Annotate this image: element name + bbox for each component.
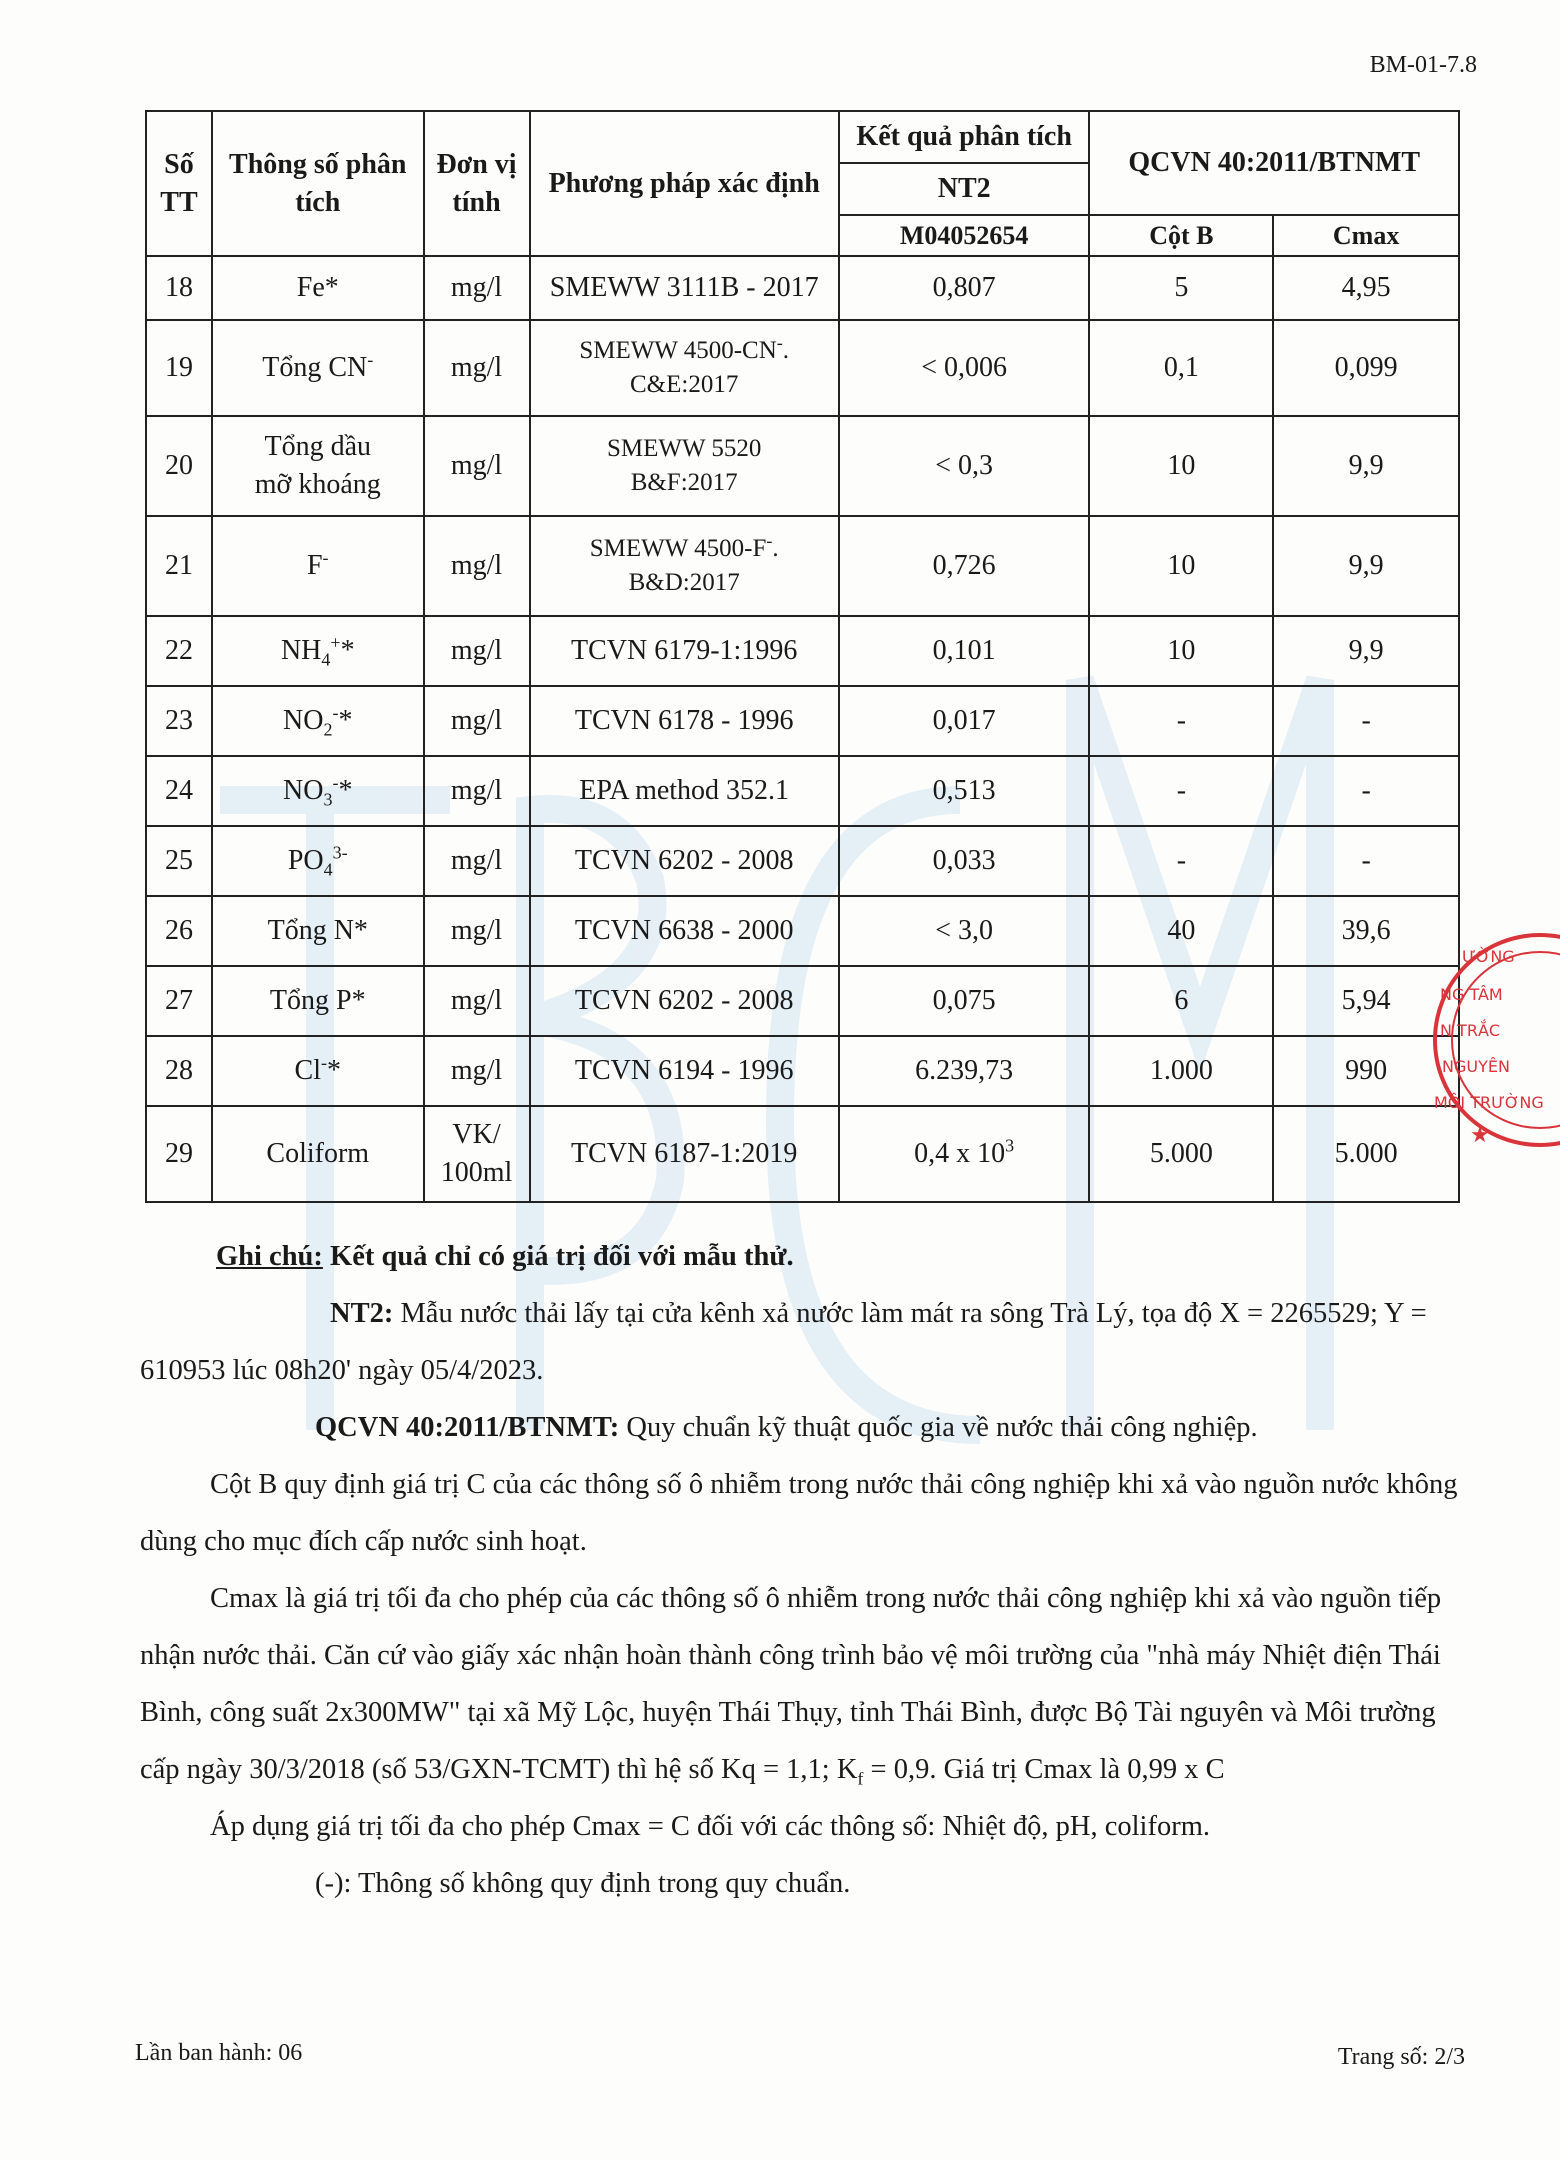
svg-text:N TRẮC: N TRẮC bbox=[1440, 1021, 1501, 1040]
cell-unit: mg/l bbox=[424, 320, 530, 416]
svg-text:★: ★ bbox=[1470, 1122, 1490, 1147]
page-number: Trang số: 2/3 bbox=[1337, 2044, 1465, 2070]
table-row bbox=[146, 1036, 1459, 1106]
cell-unit: mg/l bbox=[424, 616, 530, 686]
cell-col-b: 0,1 bbox=[1089, 320, 1273, 416]
cell-stt: 22 bbox=[146, 616, 212, 686]
svg-text:NGUYÊN: NGUYÊN bbox=[1442, 1057, 1510, 1076]
cell-stt: 18 bbox=[146, 256, 212, 320]
cell-col-b: - bbox=[1089, 826, 1273, 896]
header-col-b: Cột B bbox=[1089, 215, 1273, 256]
cell-result: 0,513 bbox=[839, 756, 1090, 826]
table-row bbox=[146, 1106, 1459, 1202]
cell-param: Tổng dầu mỡ khoáng bbox=[212, 416, 424, 516]
cell-method: TCVN 6194 - 1996 bbox=[530, 1036, 839, 1106]
cell-method: SMEWW 5520 B&F:2017 bbox=[530, 416, 839, 516]
cell-col-b: 5 bbox=[1089, 256, 1273, 320]
cell-col-b: - bbox=[1089, 756, 1273, 826]
table-row bbox=[146, 320, 1459, 416]
cell-stt: 29 bbox=[146, 1106, 212, 1202]
cell-unit: mg/l bbox=[424, 896, 530, 966]
svg-text:MÔI TRƯỜNG: MÔI TRƯỜNG bbox=[1434, 1093, 1544, 1112]
cell-param: Tổng P* bbox=[212, 966, 424, 1036]
cell-col-b: 10 bbox=[1089, 516, 1273, 616]
header-sample-code: M04052654 bbox=[839, 215, 1090, 256]
cell-method: TCVN 6202 - 2008 bbox=[530, 826, 839, 896]
notes-heading: Ghi chú: bbox=[216, 1241, 323, 1272]
header-stt: Số TT bbox=[146, 111, 212, 256]
table-row bbox=[146, 516, 1459, 616]
cell-stt: 24 bbox=[146, 756, 212, 826]
cell-result: 0,726 bbox=[839, 516, 1090, 616]
cell-cmax: 990 bbox=[1273, 1036, 1459, 1106]
cell-stt: 27 bbox=[146, 966, 212, 1036]
qcvn-text: Quy chuẩn kỹ thuật quốc gia về nước thải công nghiệp. bbox=[626, 1412, 1258, 1443]
cell-unit: mg/l bbox=[424, 826, 530, 896]
header-standard: QCVN 40:2011/BTNMT bbox=[1089, 111, 1459, 215]
cell-result: < 3,0 bbox=[839, 896, 1090, 966]
cell-cmax: - bbox=[1273, 686, 1459, 756]
cell-col-b: 6 bbox=[1089, 966, 1273, 1036]
notes-section bbox=[140, 1228, 1460, 1912]
cell-result: 0,101 bbox=[839, 616, 1090, 686]
cell-result: 0,807 bbox=[839, 256, 1090, 320]
cell-cmax: 39,6 bbox=[1273, 896, 1459, 966]
cell-method: SMEWW 3111B - 2017 bbox=[530, 256, 839, 320]
cell-col-b: 5.000 bbox=[1089, 1106, 1273, 1202]
analysis-results-table bbox=[145, 110, 1460, 1203]
header-param: Thông số phân tích bbox=[212, 111, 424, 256]
cell-method: TCVN 6179-1:1996 bbox=[530, 616, 839, 686]
cell-unit: mg/l bbox=[424, 686, 530, 756]
cell-param: Cl-* bbox=[212, 1036, 424, 1106]
table-row bbox=[146, 896, 1459, 966]
notes-heading-text: Kết quả chỉ có giá trị đối với mẫu thử. bbox=[330, 1241, 794, 1272]
cell-method: EPA method 352.1 bbox=[530, 756, 839, 826]
cell-stt: 28 bbox=[146, 1036, 212, 1106]
cell-param: Tổng N* bbox=[212, 896, 424, 966]
cell-param: Tổng CN- bbox=[212, 320, 424, 416]
document-code: BM-01-7.8 bbox=[1369, 52, 1477, 78]
cell-param: $NH_4^+*$ bbox=[212, 616, 424, 686]
cell-result: 0,075 bbox=[839, 966, 1090, 1036]
cell-col-b: 10 bbox=[1089, 416, 1273, 516]
cell-cmax: 5.000 bbox=[1273, 1106, 1459, 1202]
header-sample: NT2 bbox=[839, 163, 1090, 215]
cell-param: $NO_3^-*$ bbox=[212, 756, 424, 826]
official-stamp bbox=[1420, 930, 1560, 1160]
cell-stt: 20 bbox=[146, 416, 212, 516]
svg-text:ƯỜNG: ƯỜNG bbox=[1462, 947, 1515, 966]
cell-param: $PO_4^{3-}$ bbox=[212, 826, 424, 896]
cell-col-b: 1.000 bbox=[1089, 1036, 1273, 1106]
cell-cmax: 5,94 bbox=[1273, 966, 1459, 1036]
cell-stt: 19 bbox=[146, 320, 212, 416]
header-cmax: Cmax bbox=[1273, 215, 1459, 256]
cell-unit: VK/ 100ml bbox=[424, 1106, 530, 1202]
cell-unit: mg/l bbox=[424, 256, 530, 320]
qcvn-label: QCVN 40:2011/BTNMT: bbox=[315, 1412, 620, 1443]
dash-text: (-): Thông số không quy định trong quy chuẩn. bbox=[315, 1868, 851, 1899]
cell-result: 0,4 x $10^3$ bbox=[839, 1106, 1090, 1202]
cell-method: TCVN 6178 - 1996 bbox=[530, 686, 839, 756]
cell-method: SMEWW 4500-CN-. C&E:2017 bbox=[530, 320, 839, 416]
cell-cmax: 9,9 bbox=[1273, 516, 1459, 616]
cell-param: Fe* bbox=[212, 256, 424, 320]
cell-unit: mg/l bbox=[424, 516, 530, 616]
cell-unit: mg/l bbox=[424, 966, 530, 1036]
table-row bbox=[146, 686, 1459, 756]
table-row bbox=[146, 616, 1459, 686]
cell-cmax: 4,95 bbox=[1273, 256, 1459, 320]
cell-cmax: 9,9 bbox=[1273, 616, 1459, 686]
cell-cmax: - bbox=[1273, 826, 1459, 896]
cell-col-b: 10 bbox=[1089, 616, 1273, 686]
table-row bbox=[146, 256, 1459, 320]
nt2-text: Mẫu nước thải lấy tại cửa kênh xả nước làm mát ra sông Trà Lý, tọa độ X = 2265529; Y = 610953 lúc 08h20' ngày 05/4/2023. bbox=[140, 1298, 1427, 1386]
cell-unit: mg/l bbox=[424, 416, 530, 516]
header-result: Kết quả phân tích bbox=[839, 111, 1090, 163]
cmax-text: Cmax là giá trị tối đa cho phép của các thông số ô nhiễm trong nước thải công nghiệp khi xả vào nguồn tiếp nhận nước thải. Căn cứ vào giấy xác nhận hoàn thành công trình bảo vệ môi trường của "nhà máy Nhiệt điện Thái Bình, công suất 2x300MW" tại xã Mỹ Lộc, huyện Thái Thụy, tỉnh Thái Bình, được Bộ Tài nguyên và Môi trường cấp ngày 30/3/2018 (số 53/GXN-TCMT) thì hệ số Kq = 1,1; $K_f = 0,9$. Giá trị Cmax là 0,99 x C bbox=[140, 1583, 1442, 1789]
cell-method: TCVN 6187-1:2019 bbox=[530, 1106, 839, 1202]
cell-method: TCVN 6638 - 2000 bbox=[530, 896, 839, 966]
apply-text: Áp dụng giá trị tối đa cho phép Cmax = C đối với các thông số: Nhiệt độ, pH, coliform. bbox=[210, 1811, 1210, 1842]
issue-number: Lần ban hành: 06 bbox=[135, 2040, 303, 2066]
cell-col-b: - bbox=[1089, 686, 1273, 756]
cell-col-b: 40 bbox=[1089, 896, 1273, 966]
cell-method: TCVN 6202 - 2008 bbox=[530, 966, 839, 1036]
nt2-label: NT2: bbox=[330, 1298, 394, 1329]
table-row bbox=[146, 966, 1459, 1036]
table-row bbox=[146, 756, 1459, 826]
cell-method: SMEWW 4500-F-. B&D:2017 bbox=[530, 516, 839, 616]
cell-cmax: - bbox=[1273, 756, 1459, 826]
cell-result: 6.239,73 bbox=[839, 1036, 1090, 1106]
table-row bbox=[146, 826, 1459, 896]
cell-stt: 25 bbox=[146, 826, 212, 896]
cell-result: 0,033 bbox=[839, 826, 1090, 896]
cell-result: < 0,006 bbox=[839, 320, 1090, 416]
header-method: Phương pháp xác định bbox=[530, 111, 839, 256]
cell-stt: 23 bbox=[146, 686, 212, 756]
cell-unit: mg/l bbox=[424, 756, 530, 826]
cotb-text: Cột B quy định giá trị C của các thông số ô nhiễm trong nước thải công nghiệp khi xả vào nguồn nước không dùng cho mục đích cấp nước sinh hoạt. bbox=[140, 1469, 1458, 1557]
svg-text:NG TÂM: NG TÂM bbox=[1440, 985, 1503, 1004]
cell-param: F- bbox=[212, 516, 424, 616]
cell-result: 0,017 bbox=[839, 686, 1090, 756]
cell-param: Coliform bbox=[212, 1106, 424, 1202]
table-row bbox=[146, 416, 1459, 516]
cell-cmax: 9,9 bbox=[1273, 416, 1459, 516]
cell-unit: mg/l bbox=[424, 1036, 530, 1106]
header-unit: Đơn vị tính bbox=[424, 111, 530, 256]
cell-cmax: 0,099 bbox=[1273, 320, 1459, 416]
cell-param: $NO_2^-*$ bbox=[212, 686, 424, 756]
cell-stt: 21 bbox=[146, 516, 212, 616]
cell-stt: 26 bbox=[146, 896, 212, 966]
cell-result: < 0,3 bbox=[839, 416, 1090, 516]
